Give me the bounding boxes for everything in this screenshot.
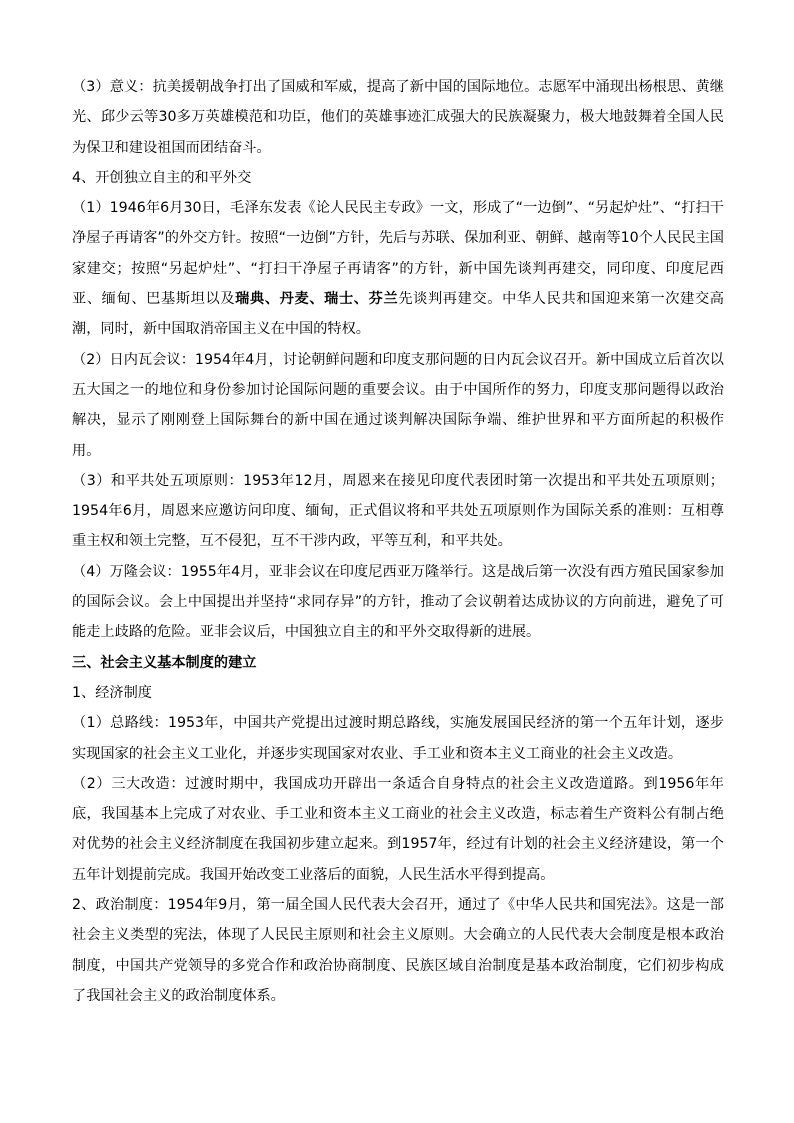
section-heading-socialist-system: 三、社会主义基本制度的建立 <box>72 654 257 671</box>
paragraph-bandung-conference: （4）万隆会议：1955年4月，亚非会议在印度尼西亚万隆举行。这是战后第一次没有西方殖民国家参加的国际会议。会上中国提出并坚持“求同存异”的方针，推动了会议朝着达成协议的方向前进，避免了可能走上歧路的危险。亚非会议后，中国独立自主的和平外交取得新的进展。 <box>72 563 724 641</box>
paragraph-diplomatic-policy <box>72 193 724 344</box>
paragraph-three-transformations: （2）三大改造：过渡时期中，我国成功开辟出一条适合自身特点的社会主义改造道路。到1956年年底，我国基本上完成了对农业、手工业和资本主义工商业的社会主义改造，标志着生产资料公有制占绝对优势的社会主义经济制度在我国初步建立起来。到1957年，经过有计划的社会主义经济建设，第一个五年计划提前完成。我国开始改变工业落后的面貌，人民生活水平得到提高。 <box>72 775 724 883</box>
subheading-economic-system: 1、经济制度 <box>72 684 152 701</box>
paragraph-significance: （3）意义：抗美援朝战争打出了国威和军威，提高了新中国的国际地位。志愿军中涌现出杨根思、黄继光、邱少云等30多万英雄模范和功臣，他们的英雄事迹汇成强大的民族凝聚力，极大地鼓舞着全国人民为保卫和建设祖国而团结奋斗。 <box>72 79 724 156</box>
paragraph-general-line: （1）总路线：1953年，中国共产党提出过渡时期总路线，实施发展国民经济的第一个五年计划，逐步实现国家的社会主义工业化，并逐步实现国家对农业、手工业和资本主义工商业的社会主义改造。 <box>72 715 724 762</box>
paragraph-geneva-conference: （2）日内瓦会议：1954年4月，讨论朝鲜问题和印度支那问题的日内瓦会议召开。新中国成立后首次以五大国之一的地位和身份参加讨论国际问题的重要会议。由于中国所作的努力，印度支那问题得以政治解决，显示了刚刚登上国际舞台的新中国在通过谈判解决国际争端、维护世界和平方面所起的积极作用。 <box>72 351 724 459</box>
paragraph-diplomatic-policy-text-b: 先谈判再建交。中华人民共和国迎来第一次建交高潮，同时，新中国取消帝国主义在中国的特权。 <box>72 291 724 338</box>
section-heading-diplomacy: 4、开创独立自主的和平外交 <box>72 169 252 186</box>
paragraph-diplomatic-policy-text-a: （1）1946年6月30日，毛泽东发表《论人民民主专政》一文，形成了“一边倒”、“另起炉灶”、“打扫干净屋子再请客”的外交方针。按照“一边倒”方针，先后与苏联、保加利亚、朝鲜、越南等10个人民民主国家建交；按照“另起炉灶”、“打扫干净屋子再请客”的方针，新中国先谈判再建交，同印度、印度尼西亚、缅甸、巴基斯坦以及 <box>72 200 724 308</box>
paragraph-diplomatic-policy-bold-countries: 瑞典、丹麦、瑞士、芬兰 <box>235 291 399 308</box>
paragraph-political-system: 2、政治制度：1954年9月，第一届全国人民代表大会召开，通过了《中华人民共和国宪法》。这是一部社会主义类型的宪法，体现了人民民主原则和社会主义原则。大会确立的人民代表大会制度是根本政治制度，中国共产党领导的多党合作和政治协商制度、民族区域自治制度是基本政治制度，它们初步构成了我国社会主义的政治制度体系。 <box>72 897 724 1004</box>
document-page <box>72 72 724 1011</box>
paragraph-five-principles: （3）和平共处五项原则：1953年12月，周恩来在接见印度代表团时第一次提出和平共处五项原则；1954年6月，周恩来应邀访问印度、缅甸，正式倡议将和平共处五项原则作为国际关系的准则：互相尊重主权和领土完整，互不侵犯，互不干涉内政，平等互利，和平共处。 <box>72 472 724 550</box>
